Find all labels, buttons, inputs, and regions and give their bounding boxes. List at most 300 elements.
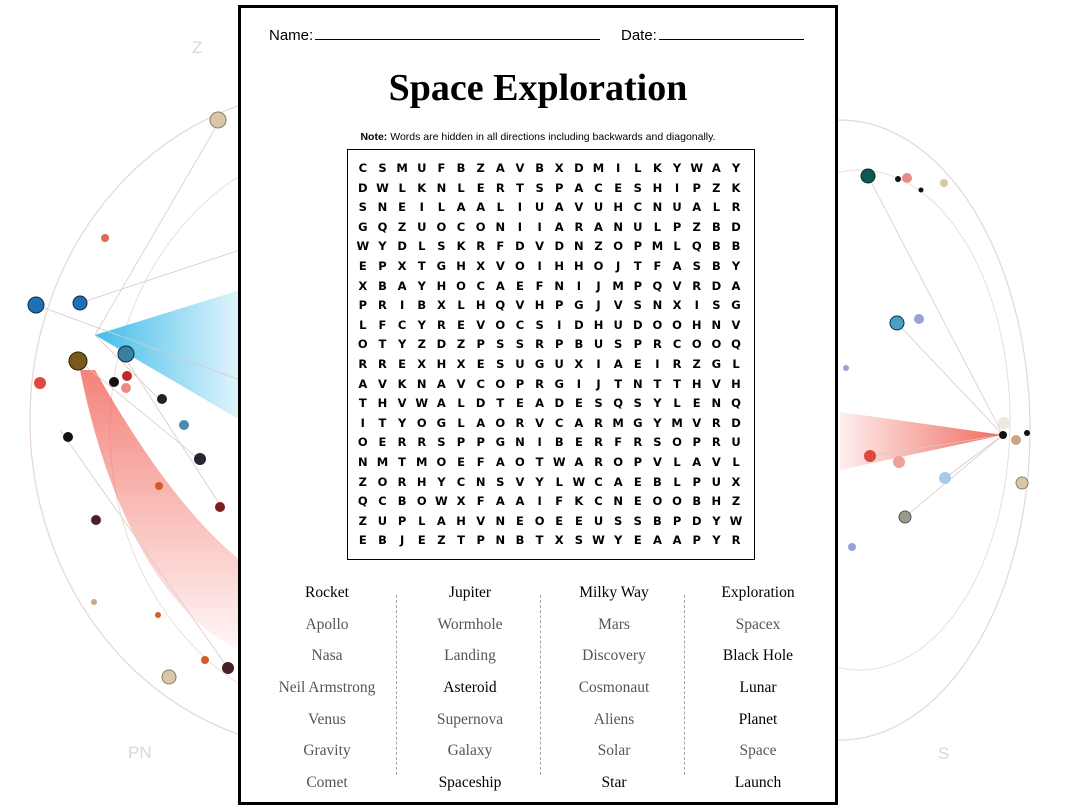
grid-letter[interactable]: R	[515, 415, 525, 430]
grid-letter[interactable]: R	[397, 474, 407, 489]
grid-letter[interactable]: B	[711, 239, 721, 254]
grid-letter[interactable]: R	[358, 356, 368, 371]
grid-letter[interactable]: C	[456, 474, 466, 489]
grid-letter[interactable]: A	[358, 376, 368, 391]
grid-letter[interactable]: A	[495, 161, 505, 175]
grid-letter[interactable]: O	[436, 219, 447, 234]
grid-letter[interactable]: L	[398, 180, 406, 195]
grid-letter[interactable]: L	[437, 200, 446, 215]
grid-letter[interactable]: O	[691, 337, 702, 352]
grid-letter[interactable]: D	[731, 415, 741, 430]
grid-letter[interactable]: N	[613, 494, 623, 509]
grid-letter[interactable]: I	[360, 415, 365, 430]
grid-letter[interactable]: R	[495, 180, 505, 195]
grid-letter[interactable]: X	[574, 356, 584, 371]
grid-letter[interactable]: S	[633, 298, 642, 313]
grid-letter[interactable]: Q	[377, 219, 388, 234]
grid-letter[interactable]: G	[436, 415, 447, 430]
grid-letter[interactable]: V	[515, 474, 525, 489]
grid-letter[interactable]: O	[711, 337, 722, 352]
grid-letter[interactable]: K	[456, 239, 466, 254]
grid-letter[interactable]: R	[574, 219, 584, 234]
grid-letter[interactable]: A	[436, 513, 446, 528]
grid-letter[interactable]: O	[613, 454, 624, 469]
grid-letter[interactable]: O	[515, 454, 525, 469]
grid-letter[interactable]: U	[377, 513, 388, 528]
grid-letter[interactable]: F	[378, 317, 387, 332]
grid-letter[interactable]: R	[711, 435, 721, 450]
grid-letter[interactable]: Y	[397, 415, 407, 430]
grid-letter[interactable]: V	[672, 278, 682, 293]
grid-letter[interactable]: V	[476, 317, 486, 332]
grid-letter[interactable]: N	[377, 200, 388, 215]
grid-letter[interactable]: G	[534, 356, 545, 371]
grid-letter[interactable]: H	[436, 356, 447, 371]
grid-letter[interactable]: F	[437, 161, 446, 175]
grid-letter[interactable]: C	[594, 474, 603, 489]
grid-letter[interactable]: V	[378, 376, 387, 391]
grid-letter[interactable]: I	[537, 494, 542, 509]
grid-letter[interactable]: U	[731, 435, 741, 450]
grid-letter[interactable]: X	[456, 494, 466, 509]
grid-letter[interactable]: O	[436, 454, 447, 469]
grid-letter[interactable]: T	[496, 396, 505, 411]
grid-letter[interactable]: U	[515, 356, 525, 371]
grid-letter[interactable]: X	[456, 356, 466, 371]
grid-letter[interactable]: L	[673, 239, 681, 254]
grid-letter[interactable]: A	[574, 454, 584, 469]
grid-letter[interactable]: I	[537, 258, 542, 273]
grid-letter[interactable]: B	[653, 513, 662, 528]
grid-letter[interactable]: N	[632, 376, 643, 391]
grid-letter[interactable]: N	[358, 454, 368, 469]
grid-letter[interactable]: Z	[692, 219, 701, 234]
grid-letter[interactable]: X	[417, 356, 427, 371]
grid-letter[interactable]: O	[495, 317, 506, 332]
grid-letter[interactable]: L	[634, 161, 642, 175]
grid-letter[interactable]: R	[378, 298, 387, 313]
grid-letter[interactable]: A	[731, 278, 741, 293]
grid-letter[interactable]: E	[516, 396, 524, 411]
grid-letter[interactable]: V	[574, 200, 584, 215]
grid-letter[interactable]: Z	[358, 474, 367, 489]
grid-letter[interactable]: O	[672, 435, 682, 450]
grid-letter[interactable]: E	[633, 533, 642, 548]
grid-letter[interactable]: K	[652, 161, 662, 175]
grid-letter[interactable]: V	[652, 454, 662, 469]
grid-letter[interactable]: M	[671, 415, 683, 430]
grid-letter[interactable]: Y	[712, 513, 721, 528]
grid-letter[interactable]: F	[614, 435, 623, 450]
grid-letter[interactable]: P	[633, 239, 642, 254]
grid-letter[interactable]: H	[475, 298, 486, 313]
grid-letter[interactable]: D	[574, 317, 584, 332]
grid-letter[interactable]: H	[416, 474, 427, 489]
grid-letter[interactable]: P	[692, 474, 701, 489]
grid-letter[interactable]: R	[672, 356, 682, 371]
grid-letter[interactable]: H	[593, 317, 604, 332]
grid-letter[interactable]: E	[457, 454, 465, 469]
grid-letter[interactable]: U	[593, 513, 604, 528]
grid-letter[interactable]: O	[416, 494, 427, 509]
grid-letter[interactable]: X	[731, 474, 741, 489]
grid-letter[interactable]: K	[731, 180, 741, 195]
grid-letter[interactable]: A	[535, 396, 545, 411]
grid-letter[interactable]: B	[378, 278, 387, 293]
grid-letter[interactable]: X	[554, 161, 564, 175]
grid-letter[interactable]: M	[612, 278, 624, 293]
grid-letter[interactable]: V	[515, 161, 525, 175]
grid-letter[interactable]: Z	[417, 337, 426, 352]
grid-letter[interactable]: W	[592, 533, 605, 548]
grid-letter[interactable]: P	[692, 533, 701, 548]
grid-letter[interactable]: L	[457, 415, 465, 430]
grid-letter[interactable]: N	[416, 376, 427, 391]
grid-letter[interactable]: C	[594, 180, 603, 195]
grid-letter[interactable]: Z	[692, 356, 701, 371]
grid-letter[interactable]: Q	[495, 298, 506, 313]
grid-letter[interactable]: P	[672, 513, 682, 528]
grid-letter[interactable]: P	[476, 337, 485, 352]
grid-letter[interactable]: T	[457, 533, 465, 548]
grid-letter[interactable]: O	[475, 219, 486, 234]
grid-letter[interactable]: H	[534, 298, 545, 313]
grid-letter[interactable]: E	[516, 513, 524, 528]
grid-letter[interactable]: T	[398, 454, 407, 469]
grid-letter[interactable]: Y	[417, 317, 426, 332]
grid-letter[interactable]: A	[495, 278, 505, 293]
grid-letter[interactable]: I	[596, 356, 601, 371]
grid-letter[interactable]: J	[596, 376, 601, 391]
grid-letter[interactable]: I	[537, 435, 542, 450]
grid-letter[interactable]: H	[436, 278, 447, 293]
grid-letter[interactable]: S	[633, 513, 642, 528]
grid-letter[interactable]: O	[495, 376, 506, 391]
date-field[interactable]	[621, 25, 804, 44]
grid-letter[interactable]: N	[554, 278, 565, 293]
grid-letter[interactable]: H	[691, 376, 702, 391]
grid-letter[interactable]: E	[378, 435, 387, 450]
grid-letter[interactable]: R	[476, 239, 486, 254]
grid-letter[interactable]: L	[457, 396, 465, 411]
grid-letter[interactable]: E	[633, 494, 642, 509]
grid-letter[interactable]: S	[614, 337, 623, 352]
grid-letter[interactable]: S	[437, 435, 446, 450]
grid-letter[interactable]: H	[574, 258, 584, 273]
grid-letter[interactable]: N	[574, 239, 584, 254]
grid-letter[interactable]: J	[596, 298, 601, 313]
grid-letter[interactable]: G	[554, 376, 564, 391]
grid-letter[interactable]: V	[495, 258, 505, 273]
grid-letter[interactable]: A	[554, 219, 564, 234]
grid-letter[interactable]: L	[496, 200, 504, 215]
grid-letter[interactable]: L	[673, 454, 681, 469]
grid-letter[interactable]: B	[378, 533, 387, 548]
grid-letter[interactable]: N	[613, 219, 623, 234]
grid-letter[interactable]: S	[692, 258, 701, 273]
grid-letter[interactable]: A	[495, 494, 505, 509]
grid-letter[interactable]: S	[633, 180, 642, 195]
grid-letter[interactable]: Y	[712, 533, 721, 548]
grid-letter[interactable]: A	[476, 415, 486, 430]
grid-letter[interactable]: I	[655, 356, 660, 371]
grid-letter[interactable]: A	[613, 356, 623, 371]
grid-letter[interactable]: E	[633, 474, 642, 489]
grid-letter[interactable]: F	[476, 494, 485, 509]
grid-letter[interactable]: R	[535, 337, 545, 352]
grid-letter[interactable]: L	[732, 454, 740, 469]
grid-letter[interactable]: A	[672, 533, 682, 548]
grid-letter[interactable]: N	[495, 513, 506, 528]
grid-letter[interactable]: G	[358, 219, 368, 234]
grid-letter[interactable]: P	[692, 180, 701, 195]
grid-letter[interactable]: V	[515, 298, 525, 313]
grid-letter[interactable]: R	[378, 356, 387, 371]
grid-letter[interactable]: B	[711, 219, 721, 234]
grid-letter[interactable]: B	[711, 258, 721, 273]
grid-letter[interactable]: P	[633, 337, 642, 352]
grid-letter[interactable]: E	[417, 533, 426, 548]
grid-letter[interactable]: S	[515, 337, 525, 352]
grid-letter[interactable]: L	[359, 317, 367, 332]
grid-letter[interactable]: M	[651, 239, 664, 254]
grid-letter[interactable]: X	[397, 258, 407, 273]
grid-letter[interactable]: M	[416, 454, 428, 469]
grid-letter[interactable]: T	[535, 533, 544, 548]
grid-letter[interactable]: G	[633, 415, 643, 430]
grid-letter[interactable]: R	[594, 454, 603, 469]
grid-letter[interactable]: Q	[357, 494, 368, 509]
grid-letter[interactable]: V	[731, 317, 741, 332]
grid-letter[interactable]: J	[399, 533, 405, 548]
grid-letter[interactable]: L	[712, 200, 721, 215]
grid-letter[interactable]: M	[592, 161, 605, 175]
grid-letter[interactable]: O	[652, 494, 663, 509]
grid-letter[interactable]: Q	[731, 396, 741, 411]
grid-letter[interactable]: X	[476, 258, 486, 273]
grid-letter[interactable]: O	[515, 258, 525, 273]
grid-letter[interactable]: A	[574, 415, 584, 430]
grid-letter[interactable]: V	[476, 513, 486, 528]
grid-letter[interactable]: G	[731, 298, 741, 313]
grid-letter[interactable]: X	[672, 298, 682, 313]
grid-letter[interactable]: C	[476, 376, 485, 391]
grid-letter[interactable]: N	[711, 317, 722, 332]
grid-letter[interactable]: T	[378, 337, 387, 352]
grid-letter[interactable]: I	[399, 298, 405, 313]
grid-letter[interactable]: T	[614, 376, 623, 391]
grid-letter[interactable]: F	[496, 239, 505, 254]
grid-letter[interactable]: H	[456, 513, 466, 528]
grid-letter[interactable]: P	[555, 298, 564, 313]
grid-letter[interactable]: W	[690, 161, 704, 175]
grid-letter[interactable]: S	[378, 161, 387, 175]
grid-letter[interactable]: O	[456, 278, 466, 293]
grid-letter[interactable]: W	[572, 474, 586, 489]
grid-letter[interactable]: S	[496, 337, 505, 352]
grid-letter[interactable]: D	[358, 180, 368, 195]
grid-letter[interactable]: U	[672, 200, 682, 215]
grid-letter[interactable]: D	[436, 337, 447, 352]
grid-letter[interactable]: Y	[653, 396, 662, 411]
grid-letter[interactable]: A	[456, 200, 466, 215]
grid-letter[interactable]: O	[357, 337, 368, 352]
grid-letter[interactable]: G	[495, 435, 506, 450]
grid-letter[interactable]: R	[397, 435, 407, 450]
grid-letter[interactable]: I	[616, 161, 621, 175]
grid-letter[interactable]: H	[652, 180, 663, 195]
grid-letter[interactable]: W	[552, 454, 566, 469]
grid-letter[interactable]: Q	[691, 239, 702, 254]
grid-letter[interactable]: P	[555, 337, 564, 352]
grid-letter[interactable]: K	[417, 180, 427, 195]
grid-letter[interactable]: L	[457, 180, 465, 195]
grid-letter[interactable]: I	[557, 317, 562, 332]
grid-letter[interactable]: S	[535, 180, 544, 195]
grid-letter[interactable]: Z	[358, 513, 367, 528]
grid-letter[interactable]: B	[515, 533, 525, 548]
grid-letter[interactable]: D	[574, 161, 584, 175]
grid-letter[interactable]: E	[574, 513, 583, 528]
grid-letter[interactable]: R	[535, 376, 545, 391]
grid-letter[interactable]: B	[535, 161, 544, 175]
grid-letter[interactable]: O	[416, 415, 427, 430]
grid-letter[interactable]: W	[376, 180, 389, 195]
grid-letter[interactable]: D	[731, 219, 741, 234]
grid-letter[interactable]: W	[729, 513, 743, 528]
grid-letter[interactable]: V	[535, 415, 545, 430]
grid-letter[interactable]: L	[418, 239, 426, 254]
grid-letter[interactable]: A	[515, 494, 525, 509]
grid-letter[interactable]: E	[476, 356, 485, 371]
grid-letter[interactable]: Y	[653, 415, 662, 430]
grid-letter[interactable]: Q	[652, 278, 663, 293]
grid-letter[interactable]: H	[456, 258, 466, 273]
grid-letter[interactable]: C	[672, 337, 682, 352]
grid-letter[interactable]: R	[731, 200, 741, 215]
grid-letter[interactable]: E	[692, 396, 701, 411]
grid-letter[interactable]: S	[574, 533, 584, 548]
grid-letter[interactable]: R	[436, 317, 446, 332]
grid-letter[interactable]: U	[633, 219, 643, 234]
grid-letter[interactable]: Y	[731, 258, 741, 273]
grid-letter[interactable]: C	[633, 200, 643, 215]
grid-letter[interactable]: O	[357, 435, 368, 450]
grid-letter[interactable]: W	[435, 494, 448, 509]
grid-letter[interactable]: T	[417, 258, 426, 273]
grid-letter[interactable]: U	[417, 161, 427, 175]
grid-letter[interactable]: T	[673, 376, 681, 391]
grid-letter[interactable]: Y	[731, 161, 741, 175]
grid-letter[interactable]: P	[476, 435, 485, 450]
grid-letter[interactable]: P	[515, 376, 525, 391]
grid-letter[interactable]: B	[554, 435, 564, 450]
grid-letter[interactable]: V	[613, 298, 623, 313]
grid-letter[interactable]: J	[616, 258, 621, 273]
grid-letter[interactable]: A	[495, 454, 505, 469]
grid-letter[interactable]: P	[633, 278, 642, 293]
grid-letter[interactable]: C	[378, 494, 387, 509]
grid-letter[interactable]: Q	[731, 337, 741, 352]
grid-letter[interactable]: B	[574, 337, 584, 352]
grid-letter[interactable]: H	[711, 494, 722, 509]
grid-letter[interactable]: G	[574, 298, 584, 313]
grid-letter[interactable]: Z	[476, 161, 485, 175]
grid-letter[interactable]: X	[436, 298, 446, 313]
grid-letter[interactable]: A	[436, 376, 446, 391]
grid-letter[interactable]: I	[694, 298, 699, 313]
grid-letter[interactable]: R	[711, 415, 721, 430]
grid-letter[interactable]: N	[495, 219, 506, 234]
grid-letter[interactable]: N	[495, 533, 506, 548]
grid-letter[interactable]: E	[574, 396, 583, 411]
grid-letter[interactable]: Y	[672, 161, 682, 175]
grid-letter[interactable]: D	[397, 239, 407, 254]
grid-letter[interactable]: S	[633, 396, 642, 411]
grid-letter[interactable]: C	[476, 278, 485, 293]
grid-letter[interactable]: Y	[535, 474, 544, 489]
grid-letter[interactable]: A	[652, 533, 662, 548]
grid-letter[interactable]: V	[692, 415, 702, 430]
grid-letter[interactable]: S	[496, 356, 505, 371]
grid-letter[interactable]: H	[613, 200, 623, 215]
grid-letter[interactable]: O	[672, 317, 682, 332]
grid-letter[interactable]: U	[554, 356, 564, 371]
grid-letter[interactable]: C	[515, 317, 525, 332]
grid-letter[interactable]: W	[415, 396, 429, 411]
grid-letter[interactable]: O	[377, 474, 388, 489]
grid-letter[interactable]: O	[613, 239, 624, 254]
grid-letter[interactable]: S	[358, 200, 367, 215]
grid-letter[interactable]: L	[673, 396, 681, 411]
grid-letter[interactable]: V	[535, 239, 545, 254]
grid-letter[interactable]: C	[555, 415, 564, 430]
grid-letter[interactable]: F	[555, 494, 564, 509]
grid-letter[interactable]: E	[516, 278, 524, 293]
grid-letter[interactable]: A	[711, 161, 721, 175]
grid-letter[interactable]: U	[417, 219, 427, 234]
grid-letter[interactable]: R	[731, 533, 741, 548]
grid-letter[interactable]: Z	[594, 239, 603, 254]
grid-letter[interactable]: I	[537, 219, 542, 234]
grid-letter[interactable]: D	[554, 396, 564, 411]
grid-letter[interactable]: J	[596, 278, 601, 293]
grid-letter[interactable]: L	[555, 474, 563, 489]
grid-letter[interactable]: O	[534, 513, 545, 528]
grid-letter[interactable]: L	[653, 219, 662, 234]
grid-letter[interactable]: I	[419, 200, 424, 215]
grid-letter[interactable]: U	[711, 474, 722, 489]
grid-letter[interactable]: X	[554, 533, 564, 548]
grid-letter[interactable]: A	[692, 200, 702, 215]
grid-letter[interactable]: R	[633, 435, 643, 450]
name-field[interactable]	[269, 25, 600, 44]
grid-letter[interactable]: B	[417, 298, 427, 313]
grid-letter[interactable]: O	[672, 494, 682, 509]
grid-letter[interactable]: Y	[378, 239, 387, 254]
grid-letter[interactable]: S	[437, 239, 446, 254]
grid-letter[interactable]: F	[653, 258, 662, 273]
grid-letter[interactable]: U	[613, 317, 623, 332]
grid-letter[interactable]: O	[495, 415, 506, 430]
grid-letter[interactable]: H	[691, 317, 702, 332]
grid-letter[interactable]: D	[711, 278, 722, 293]
grid-letter[interactable]: P	[692, 435, 701, 450]
grid-letter[interactable]: N	[652, 298, 663, 313]
grid-letter[interactable]: I	[517, 200, 523, 215]
grid-letter[interactable]: H	[554, 258, 565, 273]
grid-letter[interactable]: Y	[397, 337, 407, 352]
